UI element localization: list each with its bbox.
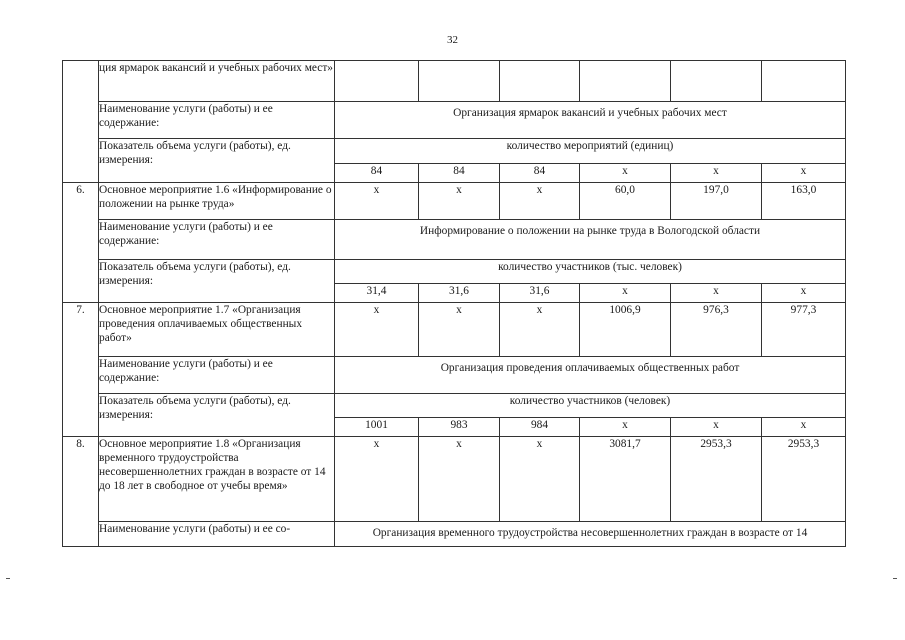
indicator-value: х — [580, 284, 671, 303]
indicator-value: х — [762, 284, 846, 303]
indicator-label: Показатель объема услуги (работы), ед. измерения: — [99, 394, 335, 437]
indicator-value: 31,4 — [335, 284, 419, 303]
indicator-value: х — [762, 164, 846, 183]
indicator-value: х — [671, 284, 762, 303]
indicator-value: 84 — [335, 164, 419, 183]
table-row — [63, 437, 846, 522]
indicator-unit: количество участников (человек) — [335, 394, 846, 418]
value-cell: 976,3 — [671, 303, 762, 357]
row-number-cell — [63, 61, 99, 183]
value-cell — [671, 61, 762, 102]
table-row — [63, 220, 846, 260]
value-cell: 197,0 — [671, 183, 762, 220]
scan-mark — [893, 578, 897, 579]
indicator-value: х — [580, 164, 671, 183]
table-row — [63, 303, 846, 357]
value-cell — [419, 61, 500, 102]
value-cell: х — [335, 183, 419, 220]
measure-description: Основное мероприятие 1.8 «Организация временного трудоустройства несовершеннолетних граждан в возрасте от 14 до 18 лет в свободное от учебы время» — [99, 437, 335, 522]
table-row — [63, 260, 846, 284]
measures-table — [62, 60, 846, 547]
value-cell: 1006,9 — [580, 303, 671, 357]
value-cell: 2953,3 — [671, 437, 762, 522]
indicator-value: х — [762, 418, 846, 437]
table-row — [63, 522, 846, 547]
service-value: Организация временного трудоустройства несовершеннолетних граждан в возрасте от 14 — [335, 522, 846, 547]
indicator-value: 31,6 — [419, 284, 500, 303]
service-label: Наименование услуги (работы) и ее содержание: — [99, 220, 335, 260]
indicator-value: 983 — [419, 418, 500, 437]
measure-description: Основное мероприятие 1.6 «Информирование о положении на рынке труда» — [99, 183, 335, 220]
indicator-value: х — [671, 164, 762, 183]
value-cell: 3081,7 — [580, 437, 671, 522]
scan-mark — [6, 578, 10, 579]
service-label: Наименование услуги (работы) и ее содержание: — [99, 102, 335, 139]
value-cell: х — [419, 303, 500, 357]
service-label: Наименование услуги (работы) и ее со- — [99, 522, 335, 547]
value-cell: х — [419, 437, 500, 522]
table-row — [63, 102, 846, 139]
value-cell: 977,3 — [762, 303, 846, 357]
indicator-value: 31,6 — [500, 284, 580, 303]
row-number: 8. — [63, 437, 99, 547]
service-value: Информирование о положении на рынке труда в Вологодской области — [335, 220, 846, 260]
value-cell: х — [500, 437, 580, 522]
value-cell — [335, 61, 419, 102]
value-cell: 60,0 — [580, 183, 671, 220]
service-value: Организация ярмарок вакансий и учебных рабочих мест — [335, 102, 846, 139]
value-cell: х — [500, 303, 580, 357]
indicator-label: Показатель объема услуги (работы), ед. измерения: — [99, 139, 335, 183]
table-row — [63, 394, 846, 418]
page-number: 32 — [447, 34, 458, 46]
indicator-unit: количество мероприятий (единиц) — [335, 139, 846, 164]
table-row — [63, 61, 846, 102]
service-value: Организация проведения оплачиваемых общественных работ — [335, 357, 846, 394]
indicator-value: 984 — [500, 418, 580, 437]
value-cell — [500, 61, 580, 102]
value-cell: х — [335, 437, 419, 522]
value-cell — [580, 61, 671, 102]
table-row — [63, 139, 846, 164]
measure-description: Основное мероприятие 1.7 «Организация проведения оплачиваемых общественных работ» — [99, 303, 335, 357]
indicator-label: Показатель объема услуги (работы), ед. измерения: — [99, 260, 335, 303]
indicator-value: 84 — [419, 164, 500, 183]
value-cell: х — [500, 183, 580, 220]
service-label: Наименование услуги (работы) и ее содержание: — [99, 357, 335, 394]
indicator-unit: количество участников (тыс. человек) — [335, 260, 846, 284]
table-row — [63, 357, 846, 394]
indicator-value: х — [580, 418, 671, 437]
value-cell: 2953,3 — [762, 437, 846, 522]
value-cell: х — [419, 183, 500, 220]
indicator-value: х — [671, 418, 762, 437]
table-row — [63, 183, 846, 220]
value-cell — [762, 61, 846, 102]
value-cell: х — [335, 303, 419, 357]
measure-description: ция ярмарок вакансий и учебных рабочих мест» — [99, 61, 335, 102]
value-cell: 163,0 — [762, 183, 846, 220]
row-number: 7. — [63, 303, 99, 437]
row-number: 6. — [63, 183, 99, 303]
indicator-value: 84 — [500, 164, 580, 183]
indicator-value: 1001 — [335, 418, 419, 437]
